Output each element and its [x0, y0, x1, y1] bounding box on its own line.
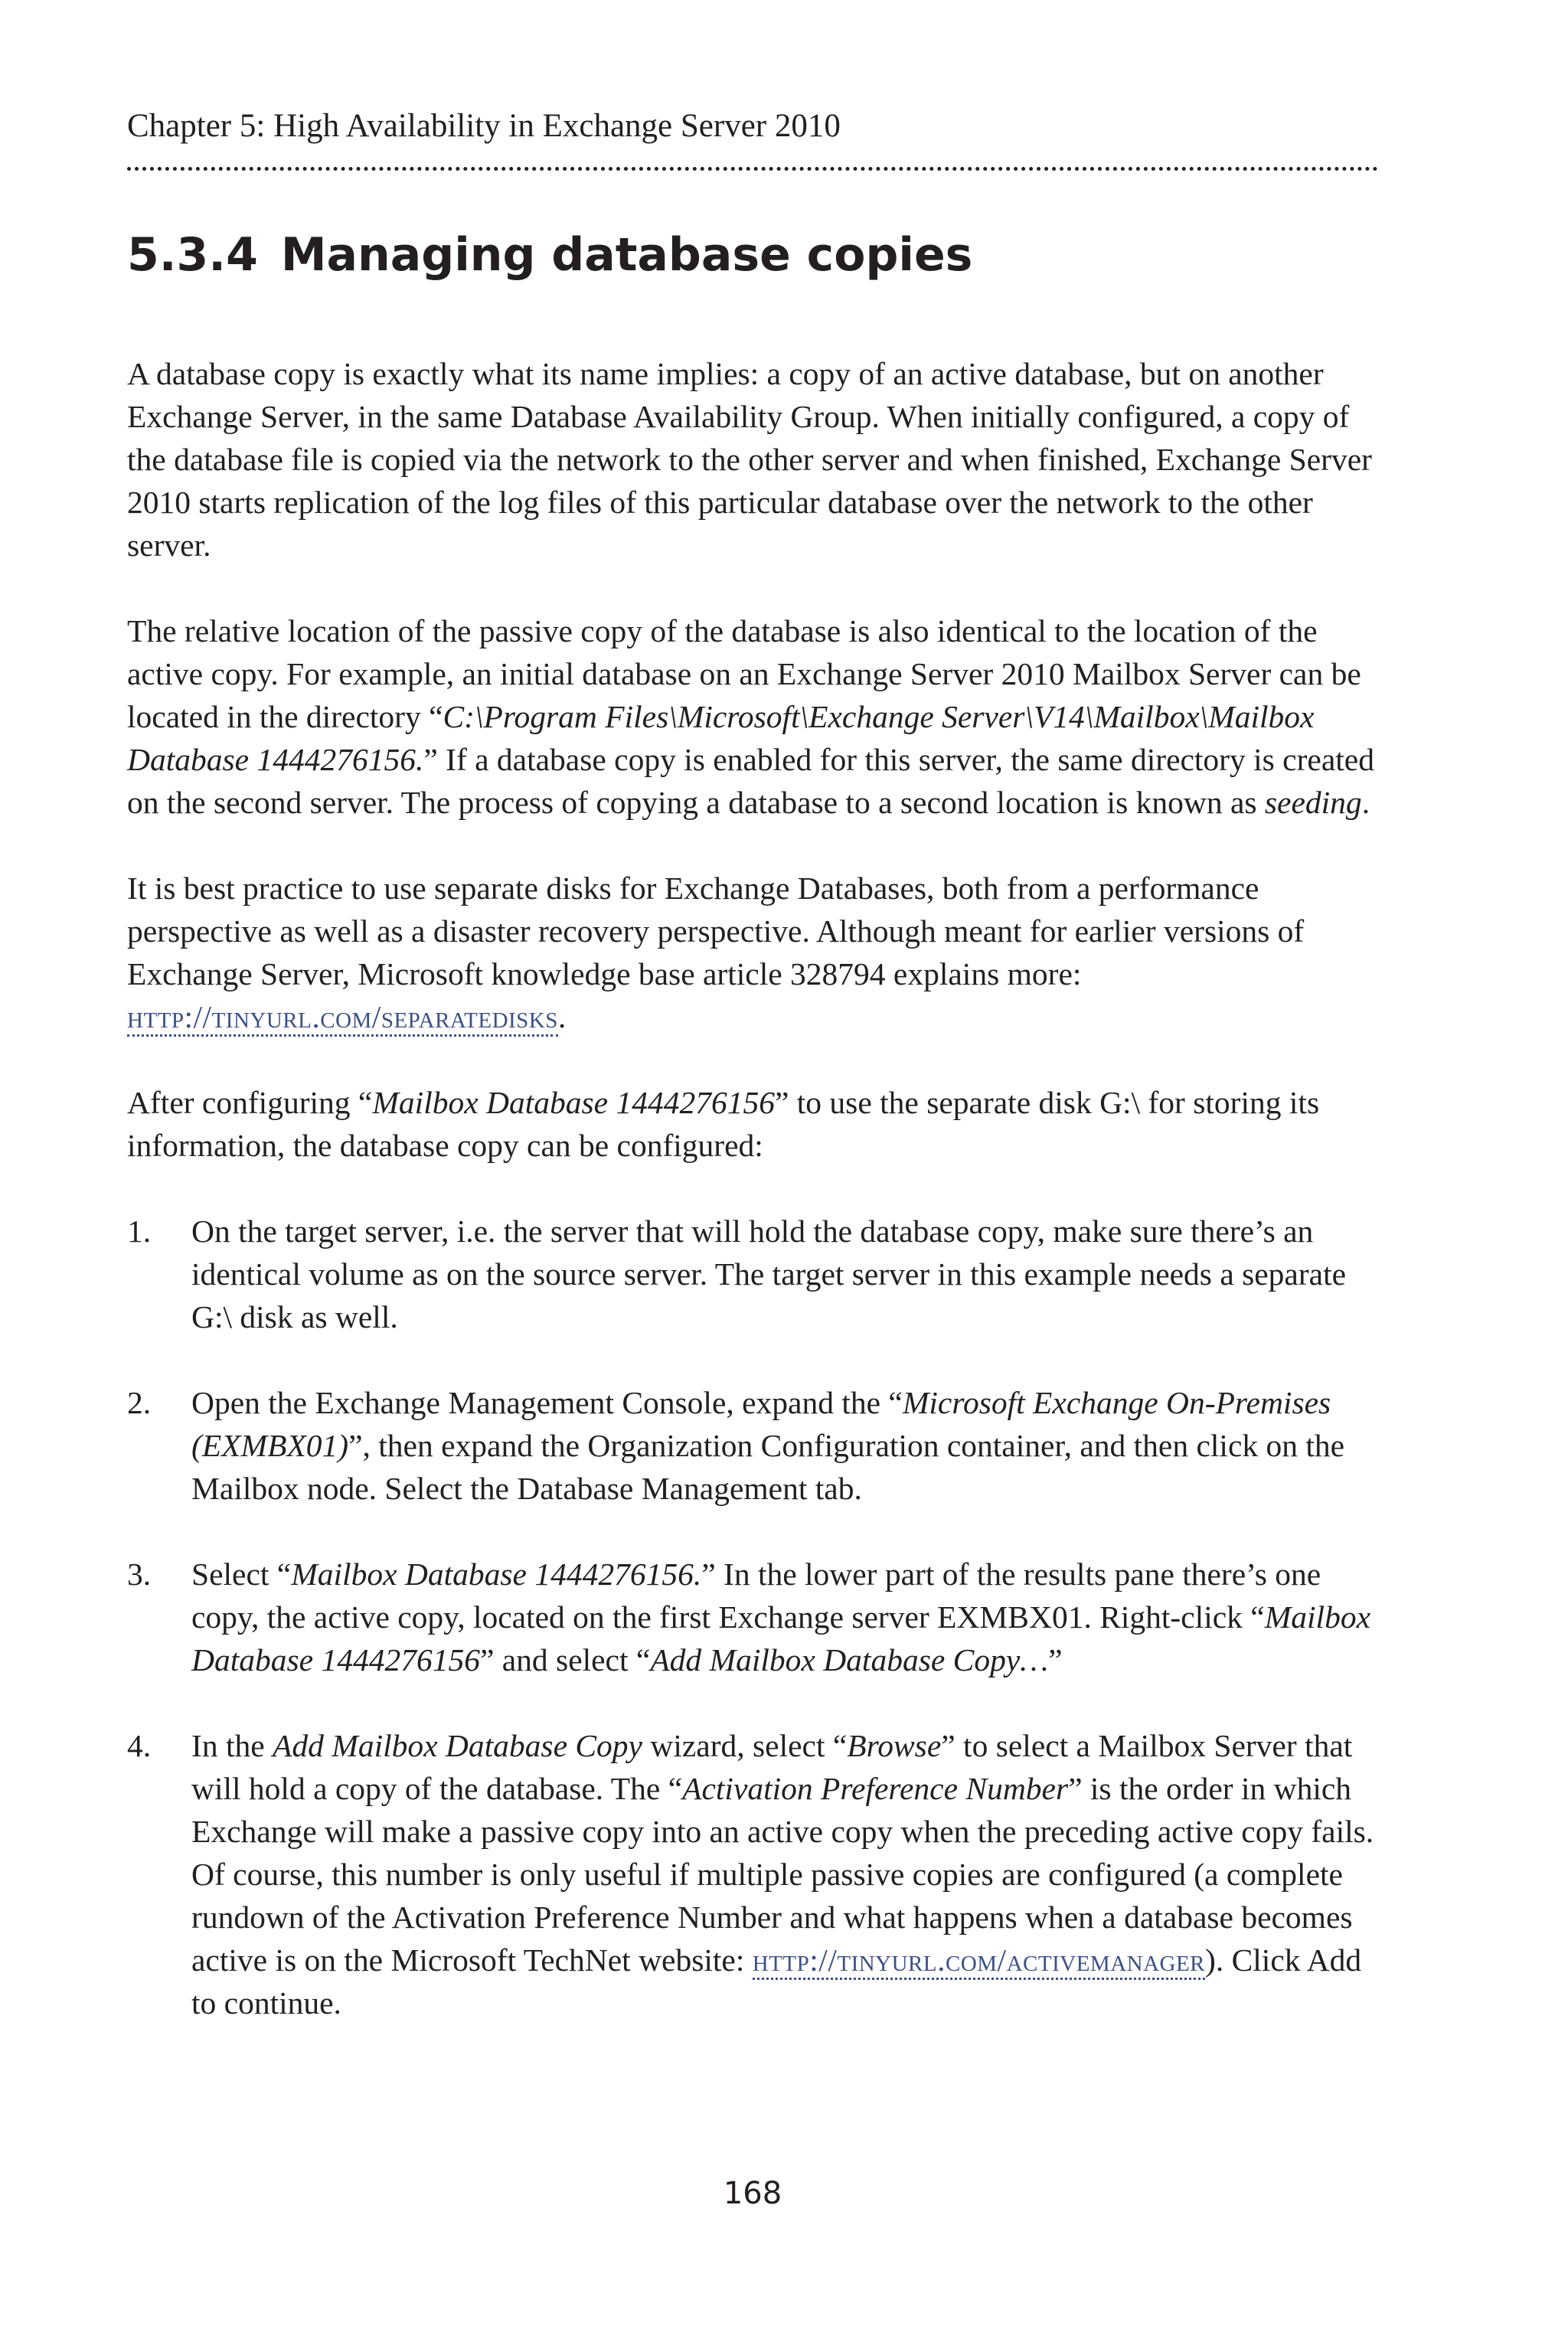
seeding-term: seeding [1264, 785, 1362, 820]
list-item [127, 1210, 1378, 1338]
header-rule [127, 167, 1378, 171]
section-title: Managing database copies [280, 228, 973, 282]
paragraph-3 [127, 867, 1378, 1038]
step-emphasis: Microsoft Exchange On-Premises (EXMBX01) [191, 1385, 1331, 1463]
step-text-a: In the [191, 1728, 273, 1763]
step-text-d: ” is the order in which Exchange will make a passive copy into an active copy when the preceding active copy fails. Of course, this number is only useful if multiple passive copies are configured (a complete rundown of the Activation Preference Number and what happens when a database becomes active is on the Microsoft TechNet website: [191, 1771, 1374, 1978]
step-text: On the target server, i.e. the server that will hold the database copy, make sure there’s an identical volume as on the source server. The target server in this example needs a separate G:\ disk as well. [191, 1214, 1347, 1334]
body-text [127, 352, 1378, 2067]
paragraph-4 [127, 1081, 1378, 1167]
paragraph-2 [127, 609, 1378, 824]
paragraph-3-text-b: . [557, 999, 567, 1034]
section-number: 5.3.4 [127, 228, 258, 282]
step-text-a: Open the Exchange Management Console, expand the “ [191, 1385, 903, 1420]
section-heading [127, 226, 972, 284]
step-emphasis: Mailbox Database 1444276156. [291, 1557, 702, 1592]
step-text-b: ”, then expand the Organization Configuration container, and then click on the Mailbox node. Select the Database Management tab. [191, 1428, 1345, 1506]
step-text-e: ). Click Add to continue. [191, 1942, 1362, 2020]
step-number: 4. [127, 1728, 152, 1763]
active-manager-link[interactable]: http://tinyurl.com/activemanager [753, 1942, 1205, 1980]
step-text-a: Select “ [191, 1557, 292, 1592]
step-text-d: ” [1048, 1642, 1063, 1677]
separate-disks-link[interactable]: http://tinyurl.com/separatedisks [127, 999, 558, 1037]
step-text-b: ” In the lower part of the results pane there’s one copy, the active copy, located on the first Exchange server EXMBX01. Right-click “ [191, 1557, 1321, 1635]
running-head: Chapter 5: High Availability in Exchange Server 2010 [127, 108, 841, 144]
list-item [127, 1724, 1378, 2024]
paragraph-1: A database copy is exactly what its name implies: a copy of an active database, but on another Exchange Server, in the same Database Availability Group. When initially configured, a copy of the database file is copied via the network to the other server and when finished, Exchange Server 2010 starts replication of the log files of this particular database over the network to the other server. [127, 356, 1372, 563]
paragraph-3-text-a: It is best practice to use separate disks for Exchange Databases, both from a performance perspective as well as a disaster recovery perspective. Although meant for earlier versions of Exchange Server, Microsoft knowledge base article 328794 explains more: [127, 871, 1305, 991]
step-number: 2. [127, 1385, 152, 1420]
step-text-b: wizard, select “ [642, 1728, 848, 1763]
list-item [127, 1381, 1378, 1510]
step-number: 1. [127, 1214, 152, 1249]
paragraph-2-text-c: . [1361, 785, 1370, 820]
step-emphasis: Browse [847, 1728, 942, 1763]
step-emphasis: Add Mailbox Database Copy [273, 1728, 642, 1763]
page-number: 168 [723, 2176, 782, 2211]
paragraph-2-text-a: The relative location of the passive copy of the database is also identical to the location of the active copy. For example, an initial database on an Exchange Server 2010 Mailbox Server can be located in the directory “ [127, 613, 1361, 734]
steps-list [127, 1210, 1378, 2024]
directory-path: C:\Program Files\Microsoft\Exchange Server\V14\Mailbox\Mailbox Database 1444276156. [127, 699, 1315, 777]
step-text-c: ” and select “ [479, 1642, 651, 1677]
step-emphasis: Add Mailbox Database Copy… [650, 1642, 1049, 1677]
step-number: 3. [127, 1557, 152, 1592]
step-emphasis: Mailbox Database 1444276156 [191, 1599, 1371, 1677]
paragraph-2-text-b: ” If a database copy is enabled for this server, the same directory is created on the second server. The process of copying a database to a second location is known as [127, 742, 1374, 820]
list-item [127, 1553, 1378, 1681]
step-text-c: ” to select a Mailbox Server that will hold a copy of the database. The “ [191, 1728, 1353, 1806]
database-name: Mailbox Database 1444276156 [372, 1085, 775, 1120]
paragraph-4-text-b: ” to use the separate disk G:\ for storing its information, the database copy can be configured: [127, 1085, 1320, 1163]
paragraph-4-text-a: After configuring “ [127, 1085, 373, 1120]
step-emphasis: Activation Preference Number [682, 1771, 1069, 1806]
